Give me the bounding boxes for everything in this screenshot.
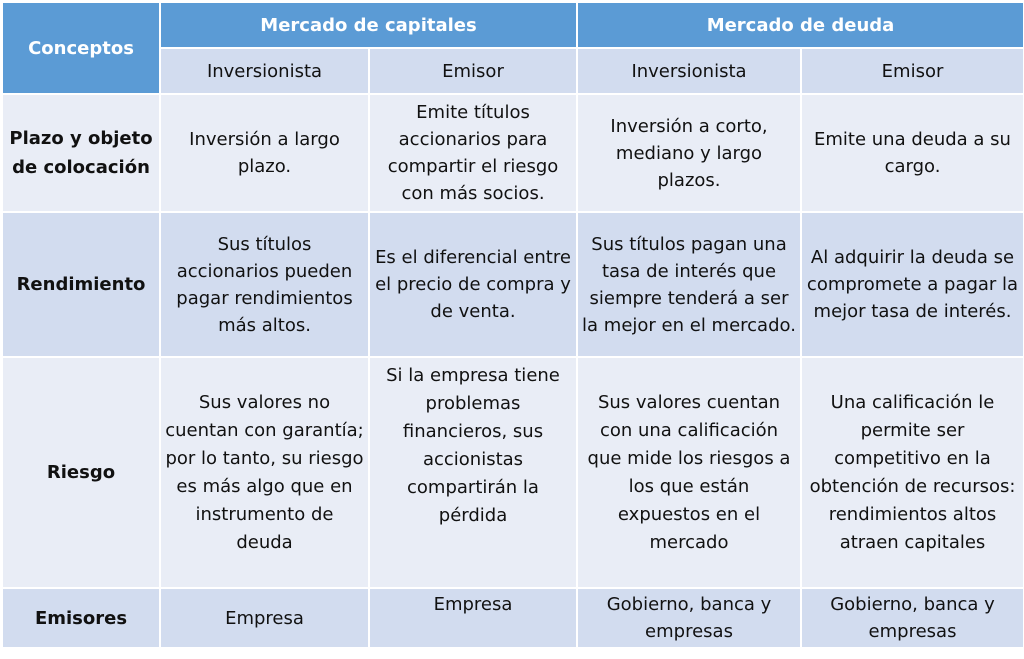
subheader-capital-issuer: Emisor [369,48,577,94]
table-cell: Si la empresa tiene problemas financieros, sus accionistas compartirán la pérdida [369,357,577,588]
table-cell: Inversión a largo plazo. [160,94,369,212]
table-row-term [2,94,1024,212]
table-cell: Emite una deuda a su cargo. [801,94,1024,212]
concepts-header: Conceptos [2,2,160,94]
table-cell: Empresa [160,588,369,648]
table-cell: Sus valores no cuentan con garantía; por lo tanto, su riesgo es más algo que en instrumento de deuda [160,357,369,588]
subheader-debt-investor: Inversionista [577,48,801,94]
table-cell: Sus títulos pagan una tasa de interés que siempre tenderá a ser la mejor en el mercado. [577,212,801,357]
header-row [2,2,1024,48]
table-row-issuers [2,588,1024,648]
row-label-yield: Rendimiento [2,212,160,357]
table-cell: Empresa [369,588,577,648]
table-cell: Al adquirir la deuda se compromete a pagar la mejor tasa de interés. [801,212,1024,357]
table-cell: Es el diferencial entre el precio de compra y de venta. [369,212,577,357]
table-cell: Emite títulos accionarios para compartir el riesgo con más socios. [369,94,577,212]
table-cell: Sus títulos accionarios pueden pagar rendimientos más altos. [160,212,369,357]
table-cell: Gobierno, banca y empresas [801,588,1024,648]
debt-market-header: Mercado de deuda [577,2,1024,48]
row-label-term: Plazo y objeto de colocación [2,94,160,212]
subheader-debt-issuer: Emisor [801,48,1024,94]
table-cell: Sus valores cuentan con una calificación que mide los riesgos a los que están expuestos en el mercado [577,357,801,588]
table-row-risk [2,357,1024,588]
table-cell: Una calificación le permite ser competitivo en la obtención de recursos: rendimientos altos atraen capitales [801,357,1024,588]
table-cell: Gobierno, banca y empresas [577,588,801,648]
comparison-table [1,1,1024,649]
subheader-capital-investor: Inversionista [160,48,369,94]
table-cell: Inversión a corto, mediano y largo plazos. [577,94,801,212]
table-row-yield [2,212,1024,357]
capital-market-header: Mercado de capitales [160,2,577,48]
row-label-issuers: Emisores [2,588,160,648]
row-label-risk: Riesgo [2,357,160,588]
